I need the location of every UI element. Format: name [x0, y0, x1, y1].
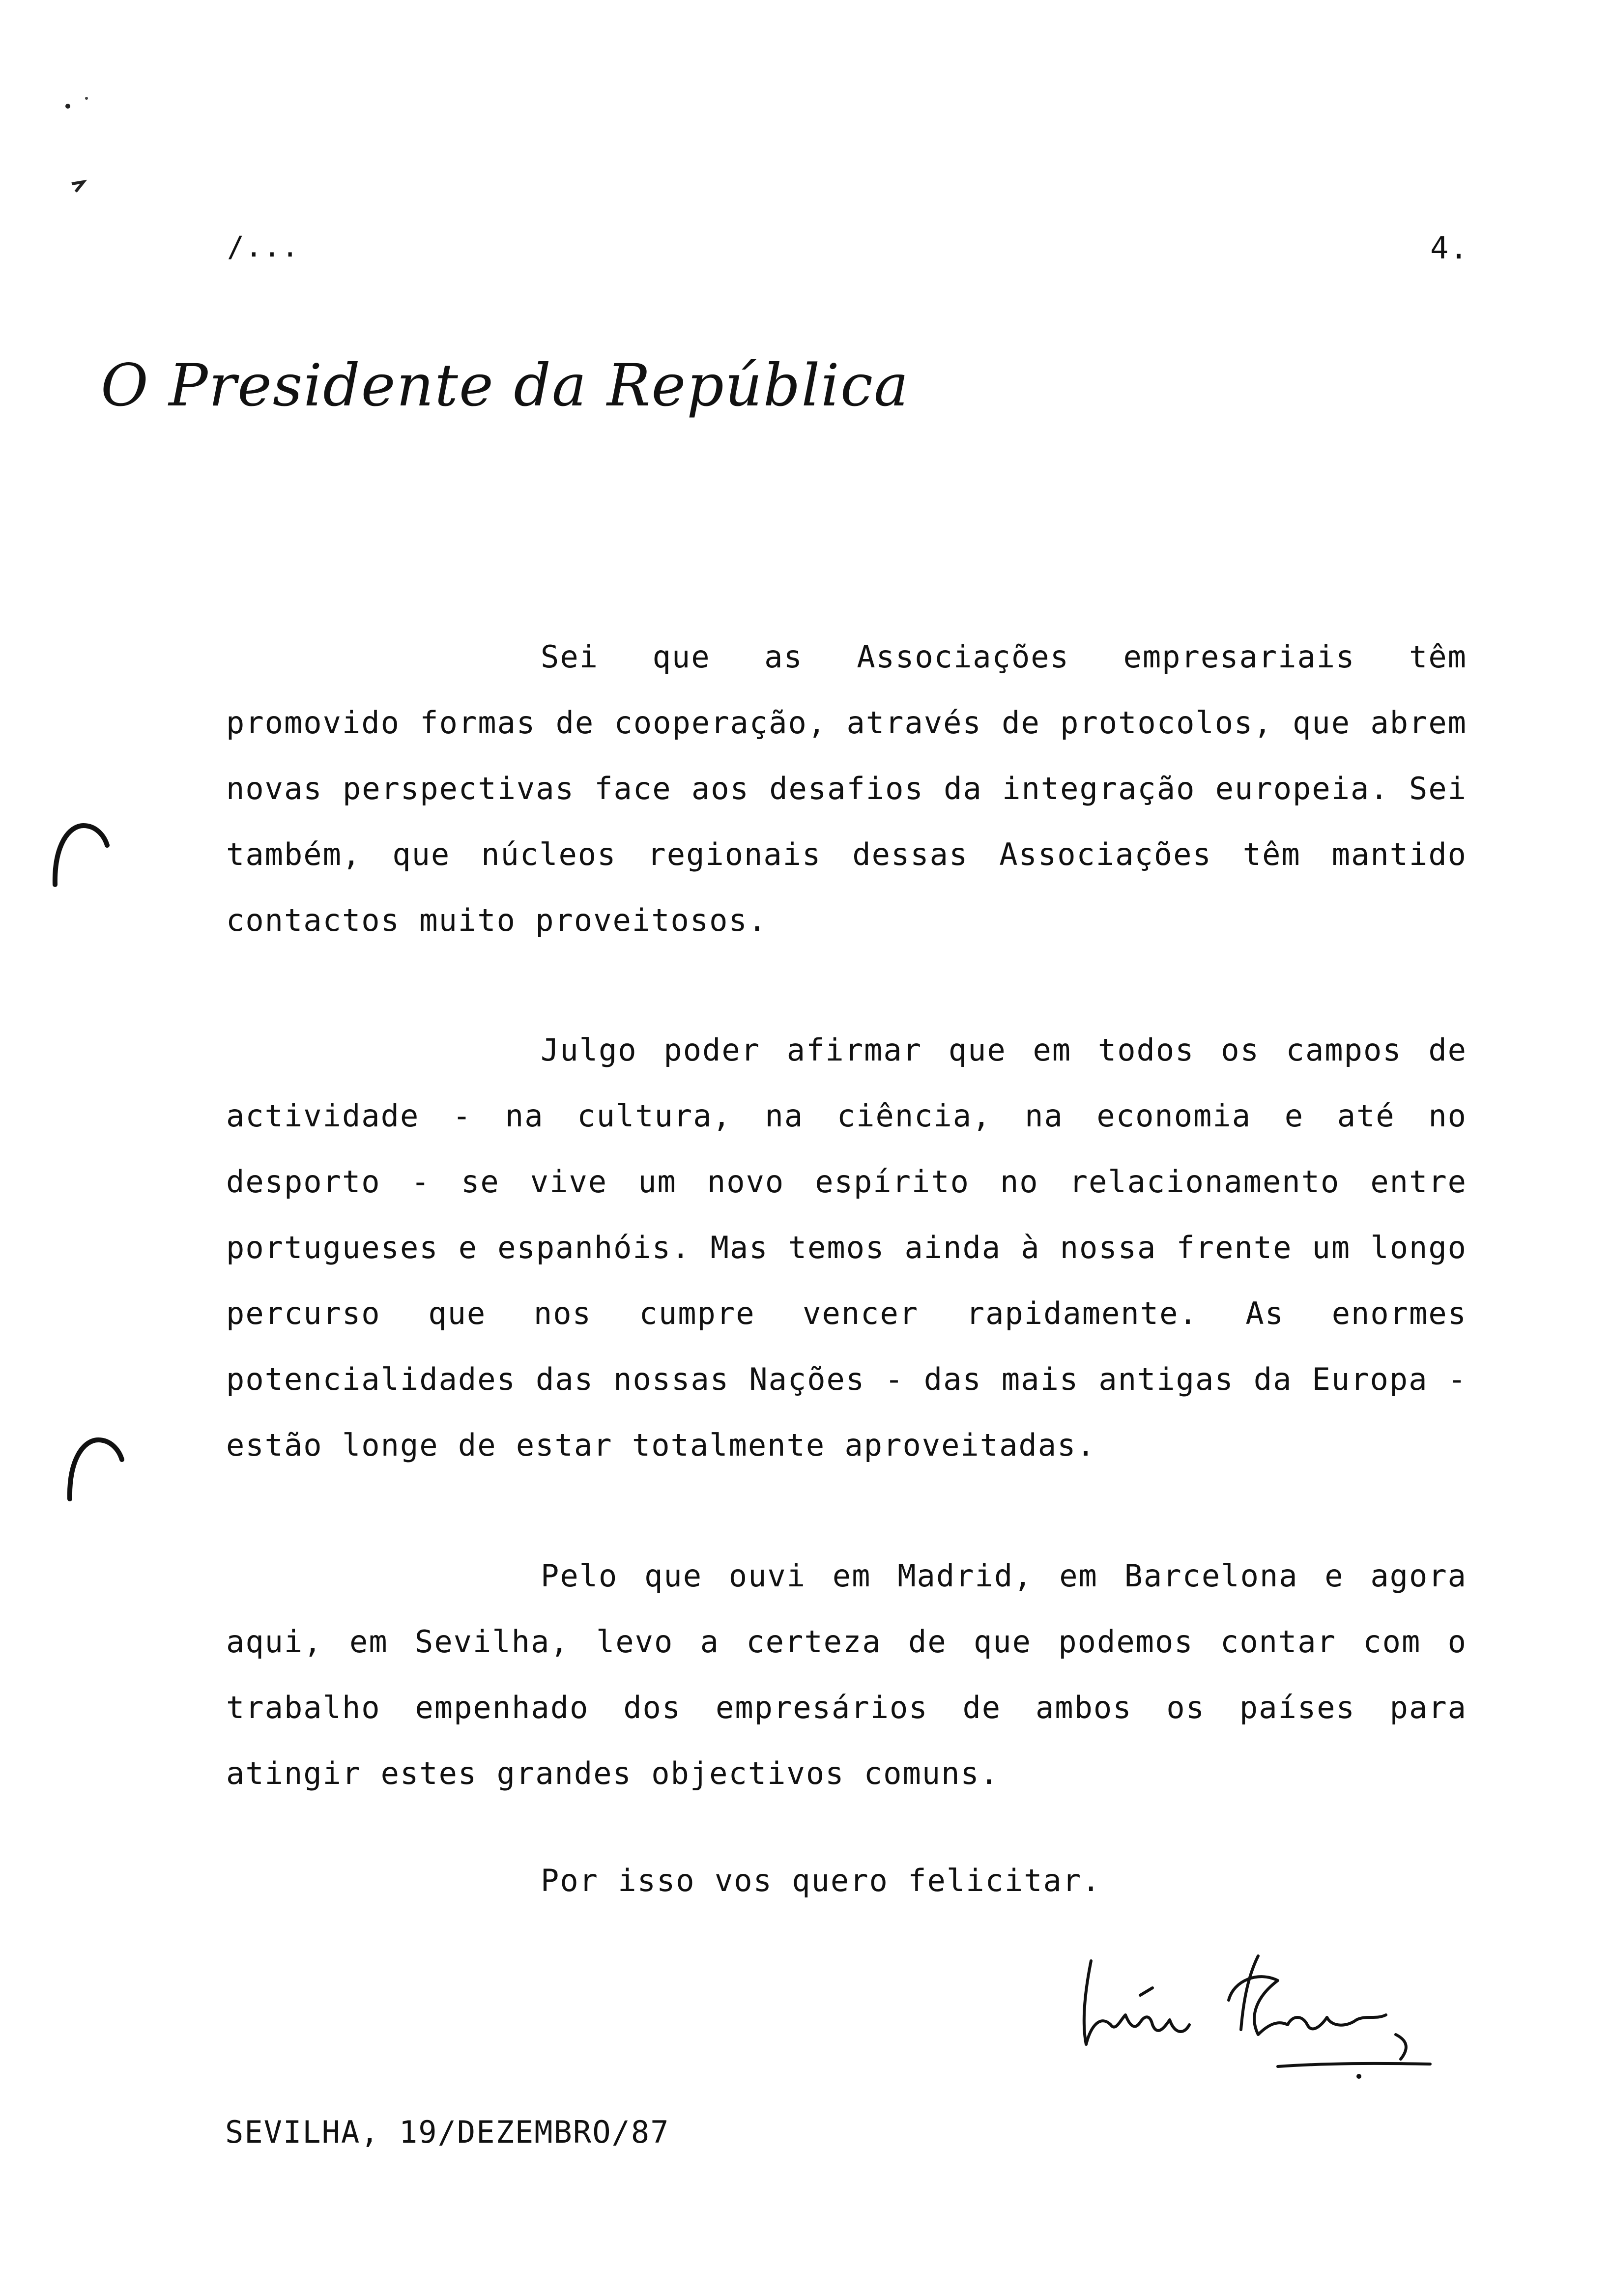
punch-hole-mark [64, 1430, 128, 1504]
body-paragraph: Sei que as Associações empresariais têm promovido formas de cooperação, através de protocolos, que abrem novas perspectivas face aos desafios da integração europeia. Sei também, que núcleos regionais dessas Associações têm mantido contactos muito proveitosos. [226, 639, 1467, 938]
body-paragraph: Julgo poder afirmar que em todos os campos de actividade - na cultura, na ciência, na economia e até no desporto - se vive um novo espírito no relacionamento entre portugueses e espanhóis. Mas temos ainda à nossa frente um longo percurso que nos cumpre vencer rapidamente. As enormes potencialidades das nossas Nações - das mais antigas da Europa - estão longe de estar totalmente aproveitadas. [226, 1032, 1467, 1463]
dateline: SEVILHA, 19/DEZEMBRO/87 [225, 2114, 670, 2150]
scan-speck-mark [63, 92, 92, 112]
punch-hole-mark [49, 816, 113, 890]
letterhead-title: O Presidente da República [101, 351, 910, 419]
continuation-mark: /... [227, 230, 300, 263]
page-number: 4. [1430, 230, 1469, 266]
scan-speck-mark [69, 177, 88, 197]
signature-graphic [1071, 1941, 1435, 2079]
handwritten-signature [1071, 1941, 1435, 2079]
body-paragraph: Pelo que ouvi em Madrid, em Barcelona e agora aqui, em Sevilha, levo a certeza de que podemos contar com o trabalho empenhado dos empresários de ambos os países para atingir estes grandes objectivos comuns. [226, 1558, 1467, 1791]
closing-paragraph: Por isso vos quero felicitar. [541, 1863, 1101, 1898]
